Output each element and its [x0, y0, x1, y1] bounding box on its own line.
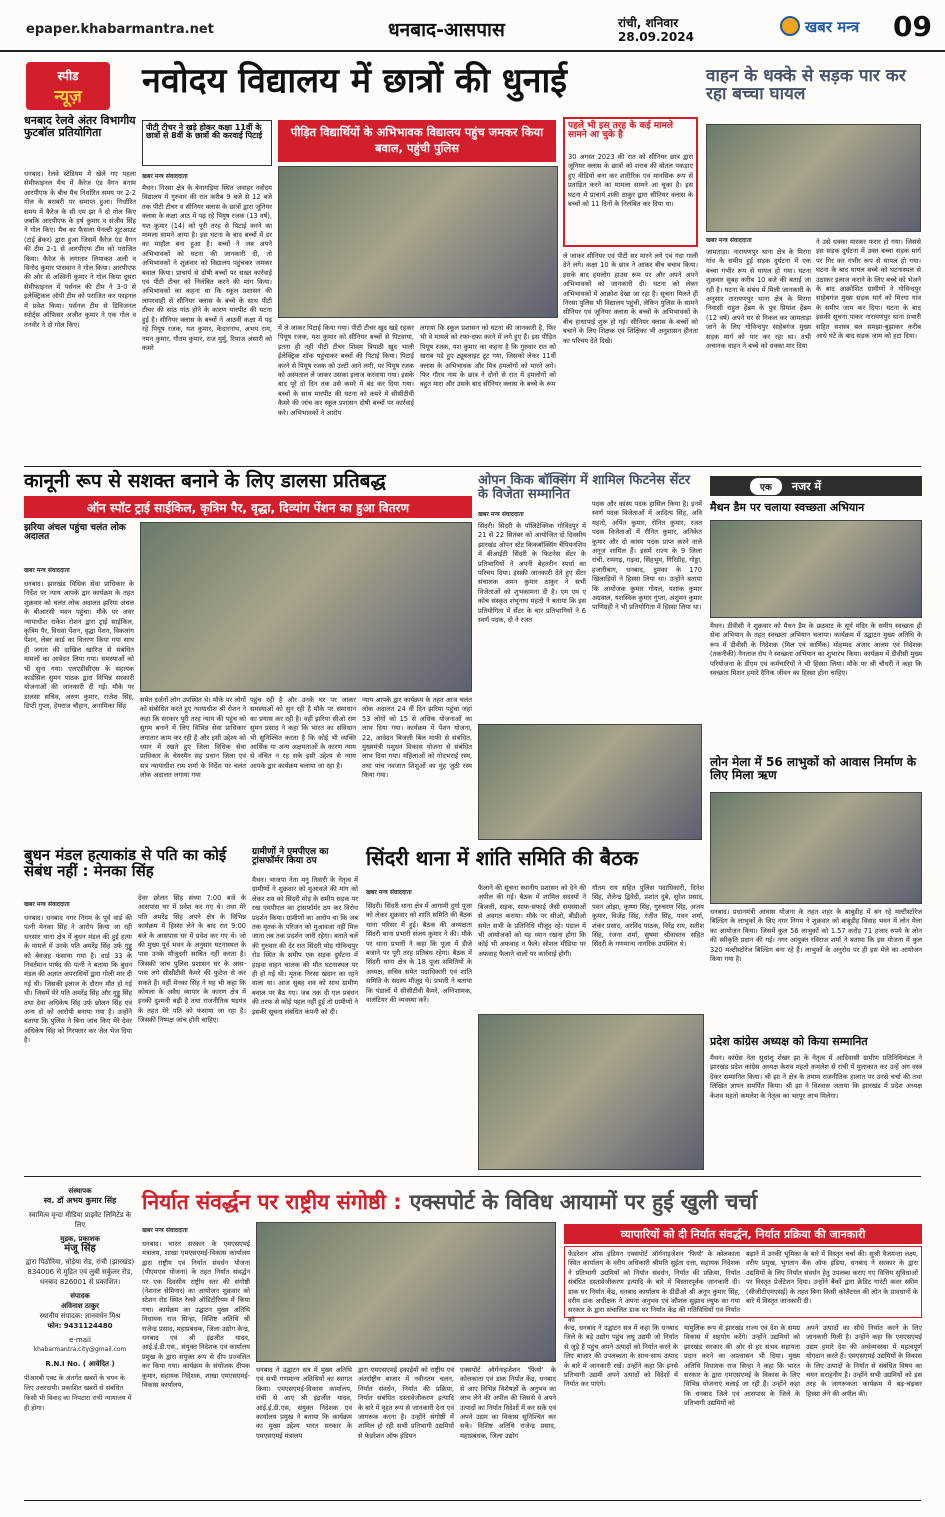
- export-byline: खबर मन्त्र संवाददाता: [142, 1227, 188, 1234]
- lead-banner: पीड़ित विद्यार्थियों के अभिभावक विद्यालय पहुंच जमकर किया बवाल, पहुंची पुलिस: [278, 120, 556, 162]
- dalsa-headline: कानूनी रूप से सशक्त बनाने के लिए डालसा प्रतिबद्ध: [24, 470, 386, 492]
- divider: [24, 1176, 921, 1177]
- export-headline-right: एक्सपोर्ट के विविध आयामों पर हुई खुली चर्चा: [409, 1190, 758, 1214]
- issue-date: 28.09.2024: [618, 30, 694, 44]
- nazar-h1: मैथन डैम पर चलाया स्वच्छता अभियान: [710, 501, 865, 514]
- nazar-b1: मैथन। डीवीसी ने शुक्रवार को मैथन डैम के छठवाट के सूर्य मंदिर के समीप स्वच्छता ही सेवा अभियान के तहत स्वच्छता अभियान चलाया। कार्यक्रम में उद्घाटन मुख्य अतिथि के रूप में डीवीसी के निदेशक (मिल एवं कार्मिक) मोहम्मद अंजार आलम एवं निदेशक (तकनीकी) नैनताज रॉय ने स्वच्छता अभियान का शुभारंभ किया। कार्यक्रम में डीवीसी मुख्य परियोजना के डीएम एवं कर्मचारियों ने भी हिस्सा लिया। मौके पर श्री चौधरी ने कहा कि स्वच्छता मिशन हमारे दैनिक जीवन का हिस्सा होना चाहिए।: [710, 622, 922, 678]
- budhan-col2: देवर छोलन सिंह संध्या 7:00 बजे के आसपास घर में प्रवेश कर गए थे। तथा मेरे पति अमरेंद्र सिंह अपने क्षेत्र के विभिन्न कार्यक्रम में हिस्सा लेने के बाद रात 9:00 बजे के आसपास घर में प्रवेश कर गए थे। जो की मुख्य पूर्व भवन के अनुसार घटनास्थल के पास उनके मौजूदगी साबित नहीं करता है। जिसकी जांच पुलिस प्रशासन घर के आस-पास लगे सीसीटीवी कैमरे की फुटेज से कर सकते हैं। वहीं मेनका सिंह ने यह भी कहा कि कोयला के अवैध व्यापार के कारण क्षेत्र में इनकी दुश्मनी बढ़ी है तथा राजनीतिक षड़यंत्र के तहत मेरे पति को फंसाया जा रहा है। जिसकी निष्पक्ष जांच होनी चाहिए।: [138, 894, 246, 1025]
- export-headline: [142, 1184, 922, 1220]
- page-number: 09: [893, 10, 932, 43]
- export-col6: यामुलिक रूप से झारखंड राज्य एवं देश के समग्र विकास में सहयोग करेंगे। उन्होंने उद्यमियों को झारखंड सरकार की ओर से हर संभव सहायता प्रदान करने का आश्वासन भी दिया। मुख्य अतिथि विधायक राज सिन्हा ने कहा कि भारत सरकार के द्वारा एमएसएमई के विकास के लिए विभिन्न योजनाएं चलाई जा रही हैं। उन्होंने कहा कि धनबाद जिले एवं आसपास के जिले के प्रतिभागी उद्यमियों को: [684, 1324, 800, 1408]
- export-box-right: बढ़ाने में उनकी भूमिका के बारे में विस्तृत चर्चा की। सुश्री वैजयन्ता लक्ष्य, वरीय प्रमुख, भुगतान बैंक ऑफ इंडिया, धनबाद ने सरकार के द्वारा उद्यमियों के लिए निर्यात संवर्धन हेतु उपलब्ध कराए गए वित्तिय सुविधाओं पर विस्तृत प्रेजेंटेशन दिया। उन्होंने बैंकों द्वारा क्रेडिट गारंटी कवर स्कीम (सीजीटीएमएसई) के तहत बिना किसी कोलैटरल की लोन के प्रावधानों के बारे में विस्तृत जानकारी दी।: [746, 1250, 918, 1306]
- boxing-headline: ओपन किक बॉक्सिंग में शामिल फिटनेस सेंटर के विजेता सम्मानित: [478, 473, 691, 502]
- section-title: धनबाद-आसपास: [388, 19, 505, 41]
- nazar-tag-right: नजर में: [791, 479, 822, 493]
- speed-news-badge: [26, 62, 110, 110]
- budhan-byline: खबर मन्त्र संवाददाता: [24, 901, 70, 908]
- nazar-h3: प्रदेश कांग्रेस अध्यक्ष को किया सम्मानित: [710, 1035, 868, 1048]
- speed-news-headline: धनबाद रेलवे अंतर विभागीय फुटबॉल प्रतियोगिता: [24, 114, 136, 139]
- dalsa-col1: धनबाद। झारखंड विधिक सेवा प्राधिकार के निर्देश पर न्याय आपके द्वार कार्यक्रम के तहत शुक्रवार को चलंत लोक अदालत झरिया अंचल के बीआरसी भवन पहुंचा। मौके पर अवर न्यायाधीश राकेश रोशन द्वारा ट्राई साईकिल, कृत्रिम पैर, विधवा पेंशन, वृद्धा पेंशन, विकलांग पेंशन, लेबर कार्ड का वितरण किया गया साथ ही जनता की दाखिल खारिज से संबंधित मामलों का आवेदन लिया गया। समस्याओं को भी सुना गया। एलएडीसीएस के सहायक कार्डसिल सुमन पाठक द्वारा विभिन्न सरकारी योजनाओं की जानकारी दी गई। मौके पर डालसा सचिव, अरुण कुमार, राजेश सिंह, डिप्टी गुप्ता, हेमराज चौहान, अनामिका सिंह: [24, 580, 134, 711]
- lead-col1: मैथन। निरसा क्षेत्र के बेनागड़िया स्थित जवाहर नवोदय विद्यालय में गुरुवार की रात करीब 9 बजे से 12 बजे तक पीटी टीचर व सीनियर क्लास के छात्रों द्वारा जूनियर क्लास के कक्षा आठ में पढ़ रहे पियूष रजक (13 वर्ष), यश कुमार (14) को पूरी तरह से पिटाई करने का मामला सामने आया है। इस घटना के बाद बच्चों में डर का माहौल बना हुआ है। बच्चों ने जब अपने अभिभावकों को घटना की जानकारी दी, तो अभिभावकों ने शुक्रवार को विद्यालय पहुंचकर जमकर बवाल किया। प्राचार्य से दोषी बच्चों पर सख्त कार्रवाई एवं पीटी टीचर को निलंबित करने की मांग किया। अभिभावकों का कहना था कि स्कूल प्रशासन की लापरवाही से सीनियर क्लास के बच्चे के साथ पीटी टीचर की सांठ गांठ होने के कारण मारपीट की घटना हुई है। सीनियर क्लास के बच्चों ने आठवीं कक्षा में पढ़ रहे पियूष रजक, यश कुमार, केदारनाथ, अभय राम, नमन कुमार, गौतम कुमार, राज मुर्मु, रियाज अंसारी को कमरे: [142, 184, 272, 352]
- imprint-box: [24, 1180, 136, 1496]
- press: द्वारा पिठौरिया, चोड़ेया रोड, रांची (झारखंड) 834006 से मुद्रित एवं लुबी सर्कुलर रोड, धनबाद 826001 से प्रकाशित।: [25, 1258, 135, 1286]
- sindri-headline: सिंदरी थाना में शांति समिति की बैठक: [366, 846, 639, 870]
- redbox-text: 30 अगस्त 2023 की रात को सीनियर छात्र द्वारा जूनियर क्लास के छात्रों को शराब की बोतल पकड़ाए हुए वीडियो बना कर शारीरिक एवं मानसिक रूप से प्रताड़ित करने का मामला सामने आ चुका है। इस घटना में प्राचार्य शंकी ठाकुर द्वारा सीनियर क्लास के बच्चों को 11 दिनों के निलंबित कर दिया था।: [568, 153, 693, 209]
- dalsa-tag: झरिया अंचल पहुंचा चलंत लोक अदालत: [24, 523, 126, 543]
- export-headline-left: निर्यात संवर्द्धन पर राष्ट्रीय संगोष्ठी :: [142, 1190, 402, 1214]
- boxing-col1: सिंदरी। सिंदरी के पॉलिटेक्निक गोविंदपुर में 21 से 22 सितंबर को आयोजित दो दिवसीय झारखंड ओपन स्टेट किकबॉक्सिंग चैंपियनशिप में बीआईटी सिंदरी के फिटनेस सेंटर के प्रतिभागियों ने अपनी बेहतरीन स्पर्धा का परिचय दिया। इसकी जानकारी देते हुए सेंटर संचालक अमन कुमार ठाकुर ने सभी विजेताओं को शुभकामना दी है। एम एम ए कोच संस्कृत शंभूनाथ महतो ने बताया कि इस प्रतियोगिता में सेंटर के चार प्रतिभागियों ने 6 स्वर्ण पदक, दो ने रजत: [478, 522, 586, 625]
- transformer-headline: ग्रामीणों ने एमपीएल का ट्रांसफॉर्मर किया ठप: [252, 847, 329, 867]
- dalsa-col2: समेत दर्जनों लोग उपस्थित थे। मौके पर लोगों को संबोधित करते हुए न्यायाधीश श्री रोशन ने कहा कि सरकार पूरी तरह न्याय की पहुंच को सुगम बनाने में लिए विभिन्न सेवा प्राधिकार लगातार काम कर रही है और इसी उद्देश्य को ध्यान में रखते हुए जिला विधिक सेवा प्राधिकार के चेयरमैन सह प्रधान जिला एवं सत्र न्यायाधीश राम शर्मा के निर्देश पर चलंत लोक अदालत लगाया गया: [140, 696, 246, 780]
- email[interactable]: khabarmantra.city@gmail.com: [33, 1346, 127, 1353]
- nazar-h2: लोन मेला में 56 लाभुकों को आवास निर्माण के लिए मिला ऋण: [710, 755, 917, 782]
- export-col2: धनबाद ने उद्घाटन सत्र में मुख्य अतिथि एवं सभी गणमान्य अतिथियों का स्वागत किया। एमएसएमई-विकास कार्यालय, रांची से आए श्री इंद्रजीत यादव, आई.ई.डी.एस, संयुक्त निदेशक एवं कार्यालय प्रमुख ने बताया कि कार्यक्रम का मुख्य उद्देश्य भारत सरकार के एमएसएमई मंत्रालय: [256, 1366, 352, 1440]
- sindri-col1: सिंदरी। सिंदरी थाना क्षेत्र में आगामी दुर्गा पूजा को लेकर शुक्रवार को शांति समिति की बैठक थाना परिसर में हुई। बैठक की अध्यक्षता सिंदरी थाना प्रभारी संजय कुमार ने की। मौके पर थाना प्रभारी ने कहा कि पूजा में डीजे बजाने पर पूरी तरह प्रतिबंध रहेगा। बैठक में सिंदरी थाना क्षेत्र के 18 पूजा समितियों के अध्यक्ष, सचिव समेत पदाधिकारी एवं शांति समिति के सदस्य मौजूद थे। प्रभारी ने बताया कि पंडालों में सीसीटीवी कैमरे, अग्निशामक, वालंटियर की व्यवस्था करें।: [366, 902, 472, 1005]
- sindri-byline: खबर मन्त्र संवाददाता: [366, 889, 412, 896]
- vahan-col1: जामताड़ा। नारायणपुर थाना क्षेत्र के मिरगा गांव के समीप हुई सड़क दुर्घटना में एक बच्चा गंभीर रूप से घायल हो गया। घटना शुक्रवार सुबह करीब 10 बजे की बताई जा रही है। घटना के संबंध में मिली जानकारी के अनुसार नारायणपुर थाना क्षेत्र के मिरगा निवासी राहुल हेंब्रम के पुत्र प्रियांश हेंब्रम (12 वर्ष) अपने घर से निकल कर जामताड़ा जाने के लिए गोविन्दपुर साहेबगंज मुख्य सड़क मार्ग को पार कर रहा था। तभी अचानक वाहन ने बच्चे को धक्का मार दिया: [706, 248, 811, 351]
- dalsa-photo: [140, 522, 472, 692]
- boxing-col2: पदक और कांस्य पदक हासिल किया है। इनमें स्वर्ण पदक विजेताओं में आदित्य सिंह, अवि महतो, अर्पित कुमार, रोनित कुमार, रजत पदक विजेताओं में रौनित कुमार, अनिकेत कुमार और दो कांस्य पदक प्राप्त करने वाले अनूज शामिल हैं। इसमें राज्य के 9 जिला रांची, रामगढ़, गढ़वा, सिंहभूम, गिरिडीह, गोड्डा, हजारीबाग, धनबाद, दुमका के 170 खिलाड़ियों ने हिस्सा लिया था। उन्होंने बताया कि आयोजक कुमार गोयल, यशांक कुमार अग्रवाल, यशस्विक कुमार गुप्ता, अंशुमन कुमार पाणिग्रही ने भी प्रतियोगिता में हिस्सा लिया था।: [592, 500, 702, 612]
- export-col5: केन्द्र, धनबाद ने उद्घाटन सत्र में कहा कि धनबाद जिले के बड़े उद्योग पहुंच लघु उद्यमी जो निर्यात से जुड़े हैं पहुंच अपने उत्पादों को निर्यात करने के लिए बाजार की उपलब्धता के साथ-साथ उत्पाद के बारे में जानकारी रखें। उन्होंने कहा कि इनसे प्रतिभागी उद्यमी अपने उत्पादों को विदेशों में निर्यात कर पाएंगे।: [564, 1324, 678, 1389]
- rni: R.N.I No. ( आवेदित ): [45, 1360, 115, 1368]
- brand-name: खबर मन्त्र: [805, 18, 860, 36]
- divider: [24, 466, 921, 467]
- nazar-b3: मैथन। कांग्रेस नेता सुधांशु शेखर झा के नेतृत्व में आदिवासी ग्रामीण प्रतिनिधिमंडल ने झारखंड प्रदेश कांग्रेस अध्यक्ष केशव महतो कमलेश से रांची में मुलाकात कर उन्हें अंग वस्त्र देकर सम्मानित किया। श्री झा ने क्षेत्र के तमाम राजनीतिक हालात पर उनसे चर्चा की तथा लिखित ज्ञापन समर्पित किया। श्री झा ने विश्वास जताया कि झारखंड में प्रदेश अध्यक्ष केशव महतो कमलेश के नेतृत्व का भरपूर लाभ मिलेगा।: [710, 1054, 922, 1100]
- site-url[interactable]: epaper.khabarmantra.net: [26, 22, 214, 37]
- disclaimer: पीआरबी एक्ट के अंतर्गत खबरों के चयन के लिए उत्तरदायी। प्रकाशित खबरों से संबंधित किसी भी विवाद का निपटारा रांची न्यायालय में ही होगा।: [24, 1374, 132, 1412]
- export-col1: धनबाद। भारत सरकार के एमएसएमई मंत्रालय, शाखा एमएसएमई-विकास कार्यालय द्वारा राष्ट्रीय एवं निर्यात संवर्धन योजना (पीएमएस योजना) के तहत निर्यात संवर्द्धन पर एक दिवसीय राष्ट्रीय स्तर की संगोष्ठी (नेशनल सेमिनार) का आयोजन शुक्रवार को स्टेशन रोड स्थित रेलवे ऑडिटोरियम में किया गया। कार्यक्रम का उद्घाटन मुख्य अतिथि विधायक राज सिन्हा, विशिष्ट अतिथि श्री राजेन्द्र प्रसाद, महाप्रबंधक, जिला उद्योग केन्द्र, धनबाद एवं श्री इंद्रजीत यादव, आई.ई.डी.एस., संयुक्त निदेशक एवं कार्यालय प्रमुख के द्वारा संयुक्त रूप से दीप प्रज्वलित कर किया गया। कार्यक्रम के संयोजक दीपक कुमार, सहायक निदेशक, शाखा एमएसएमई-विकास कार्यालय,: [142, 1240, 250, 1390]
- vahan-byline: खबर मन्त्र संवाददाता: [706, 237, 752, 244]
- nazar-tag-left: एक: [750, 478, 782, 495]
- lead-col3: लगाया कि स्कूल प्रशासन को घटना की जानकारी है, फिर भी वे मामले को रफा-दफा करने में लगे हुए हैं। इस पीड़ित पियूष रजक, यश कुमार का कहना है कि गुरुवार रात को खराब पड़े हुए ट्यूबलाइट टूट गया, जिसको लेकर 11वीं क्लास के अभिभावक और मित्र हमलोगों को मारने लगे। फिर गौरव नाम के छात्र ने दोनों से रात में हमलोगों को बहुत मारा और उसके बाद सीनियर क्लास के बच्चे के रूम: [420, 324, 556, 389]
- speed-news-body: धनबाद। रेलवे स्टेडियम में खेले गए पहला सेमीफाइनल मैच में कैरेज एंड वैगन बनाम आरपीएफ के बीच मैच निर्धारित समय पर 2-2 गोल के बराबरी पर समाप्त हुआ। निर्धारित समय में कैरेज के सी एम झा ने दो गोल किए जबकि आरपीएफ के हर्ष कुमार व संजीव सिंह ने गोल किए। मैच का फैसला पेनल्टी शूटआउट (टाई ब्रेकर) द्वारा हुआ जिसमें कैरेज एंड वैगन की टीम 2-1 से आरपीएफ टीम को पराजित किया। कैरेज के लगातार लियाकत अली व विनोद कुमार पासवान ने गोल किया। आरपीएफ की ओर से अश्विनी कुमार ने गोल किया दूसरा सेमीफाइनल में पर्सनल की टीम ने 3-0 से इलेक्ट्रिकल ऑपी टीम को पराजित कर फाइनल में प्रवेश किया। पर्सनल टीम से डिविजनल स्पोर्ट्स ऑफिसर अजीत कुमार ने एक गोल व तनवीर ने दो गोल किए।: [24, 170, 136, 329]
- vahan-col2: ने उसे धक्का मारकर फरार हो गया। जिससे इस सड़क दुर्घटना में उक्त बच्चा सड़क मार्ग पर गिर कर गंभीर रूप से घायल हो गया। घटना के बाद घायल बच्चे को घटनास्थल से उठाकर इलाज कराने के लिए बच्चे को भेजने के बाद आक्रोशित ग्रामीणों ने गोविन्दपुर साहेबगंज मुख्य सड़क मार्ग को मिरगा गांव के समीप जाम कर दिया। घटना के बाद इसकी सूचना पाकर नारायणपुर थाना प्रभारी सहित सशस्त्र बल समझा-बुझाकर करीब आधे घंटे के बाद सड़क जाम को हटा दिया।: [816, 238, 921, 341]
- boxing-photo: [478, 724, 702, 840]
- city-day: रांची, शनिवार: [618, 16, 679, 30]
- email-label: e-mail: [69, 1336, 91, 1344]
- lead-byline: खबर मन्त्र संवाददाता: [142, 173, 188, 180]
- lead-redbox: [563, 117, 698, 247]
- resident-editor: स्थानीय संपादक: ज्ञानवर्धन मिश्र: [39, 1312, 121, 1320]
- nazar-b2: धनबाद। प्रधानमंत्री आवास योजना के तहत शहर के बाबूडीह में बन रहे मल्टीस्टोरेज बिल्डिंग के लाभुकों के लिए नगर निगम ने शुक्रवार को बाबूडीह विवाह भवन में लोन मेला का आयोजन किया। जिसमें कुल 56 लाभुकों को 1.57 करोड़ 71 हजार रुपये के लोन की स्वीकृति प्रदान की गई। नगर आयुक्त रविराज शर्मा ने बताया कि इस योजना में कुल 320 मल्टीस्टोरेज बिल्डिंग बना रहे हैं। लाभुकों के अनुरोध पर ही इस मेले का आयोजन किया गया है।: [710, 908, 922, 964]
- boxing-byline: खबर मन्त्र संवाददाता: [478, 511, 524, 518]
- bottom-rule: [24, 1500, 921, 1501]
- dalsa-byline: खबर मन्त्र संवाददाता: [24, 567, 70, 574]
- founder: स्व. डॉ अभय कुमार सिंह: [43, 1196, 117, 1205]
- founder-label: संस्थापक: [68, 1187, 92, 1195]
- owner: स्वामित्व वृन्दा मीडिया प्राइवेट लिमिटेड के लिए: [28, 1211, 132, 1229]
- editor-label: संपादक: [70, 1292, 90, 1300]
- budhan-col1: धनबाद। धनबाद नगर निगम के पूर्व वार्ड की पत्नी मेनका सिंह ने आरोप किया जा रही धनसार थाना क्षेत्र में बुधन मंडल की हुई हत्या के मामले में उनके पति अमरेंद्र सिंह उर्फ गुड्डू को बेवजह फंसाया गया है। वार्ड 33 के निवर्तमान पार्षद की पत्नी ने बताया कि बुधन मंडल की अज्ञात अपराधियों द्वारा गोली मार दी गई थी। जिसकी इलाज के दौरान मौत हो गई थी। जिसमें मेरे पति अमरेंद्र सिंह और गुड्डू सिंह तथा देवा अधिकेष सिंह उर्फ छोलन सिंह एवं अन्य दो को आरोपी बनाया गया है। उन्होंने बताया कि पुलिस ने बिना जांच किए मेरे देवर अधिकेष सिंह को गिरफ्तार कर जेल भेज दिया है।: [24, 914, 133, 1045]
- badge-top: स्पीड: [57, 69, 79, 83]
- lead-callout: पीटी टीचर ने खड़े होकर कक्षा 11वीं के छात्रों से 8वीं के छात्रों की करवाई पिटाई: [142, 120, 272, 166]
- export-box-left: फेडरेशन ऑफ इंडियन एक्सपोर्ट ऑर्गनाइजेशन 'फियो' के कोलकाता स्थित कार्यालय के वरीय अधिकारी श्रीमति सुईता दत्ता, सहायक निदेशक ने प्रतिभागी उद्यमियों को निर्यात संवर्धन, निर्यात की प्रक्रिया, निर्यात संबंधित दस्तावेजीकरण इत्यादि के बारे में विस्तारपूर्वक जानकारी दी। डाक घर निर्यात केंद्र, धनबाद कार्यालय के डीडीओ श्री अनूप कुमार सिंह, वरीय डाक अधीक्षक ने अपना अनुभव एवं कौशल सुझाव ल्युफ का गया सरकार के द्वारा संचालित डाक घर निर्यात केंद्र की गतिविधियों एवं निर्यात को: [568, 1250, 740, 1324]
- nazar-tag: [710, 476, 922, 496]
- masthead: [0, 0, 945, 52]
- budhan-headline: बुधन मंडल हत्याकांड से पति का कोई संबंध नहीं : मेनका सिंह: [24, 846, 227, 880]
- editor: अविनाश ठाकुर: [60, 1302, 100, 1310]
- printer-label: मुद्रक, प्रकाशक: [60, 1235, 100, 1243]
- sindri-col3: गौतम राय सहित पुलिस पदाधिकारी, दिनेश सिंह, शैलेन्द्र द्विवेदी, प्रशांत दुबे, सुरेश प्रसाद, पवन ओझा, कृष्णा सिंह, गुरुचरण सिंह, अजय कुमार, विजेंद्र सिंह, रंजीत सिंह, पवन शर्मा, शंकर प्रसाद, अरविंद पाठक, विरेंद्र राय, सतीश सिंह, रंजना शर्मा, सुषमा श्रीवास्तव सहित सिंदरी के गणमान्य नागरिक उपस्थित थे।: [592, 884, 704, 949]
- lead-col2: में ले जाकर पिटाई किया गया। पीटी टीचर खुद खड़े रहकर पियूष रजक, यश कुमार को सीनियर बच्चों से पिटवाया, इतना ही नहीं पीटी टीचर शिवम त्रिपाठी खुद भाली ईलेक्ट्रिक शॉक पहुंचाकर बच्चों की पिटाई किया। पिटाई करने से पियूष रजक को उल्टी आने लगी, पर पियूष रजक को अस्पताल ले जाकर उसका इलाज करवाया गया। इसके बाद पूरे दो दिन तक उसे कमरे में बंद कर दिया गया। बच्चों के साथ मारपीट की घटना को कमरे में सीसीटीवी कैमरे की जांच कर स्कूल प्रशासन दोषी बच्चों पर कार्रवाई करे। अभिभावकों ने आरोप: [278, 324, 414, 417]
- sindri-photo: [478, 1014, 704, 1170]
- export-col4: एक्सपोर्ट ऑर्गनाइजेशन 'फियो' के कोलकाता एवं डाक निर्यात केंद्र, धनबाद से आए विभिन्न विशेषज्ञों के अनुभव का लाभ लेने की अपील की जिससे वे अपने उत्पादों का निर्यात विदेशों में कर सकें एवं अपने उद्यम का विकास सुनिश्चित कर सकें। विशिष्ट अतिथि राजेन्द्र प्रसाद, महाप्रबंधक, जिला उद्योग: [460, 1366, 556, 1440]
- dalsa-banner: ऑन स्पॉट ट्राई साईकिल, कृत्रिम पैर, वृद्धा, दिव्यांग पेंशन का हुआ वितरण: [24, 496, 472, 518]
- lead-col4: ले जाकर सीनियर एवं पीटी सर मारने लगे एवं गंदा गाली देने लगे। कक्षा 10 के छात्र ने आकर बीच बचाव किया। इसके बाद हमलोग हाउस रूम पर और अपने अपने अभिभावकों को जानकारी दी। घटना को लेकर अभिभावकों में आक्रोश देखा जा रहा है। सूचना मिलते ही निरसा पुलिस भी विद्यालय पहुंची, लेकिन पुलिस के सामने सीनियर एवं जूनियर क्लास के बच्चों के अभिभावकों के बीच हाथापाई शुरू हो गई। सीनियर क्लास के बच्चों को बचाने के लिए शिक्षक एवं शिक्षिका भी अनुशासन हीनता का परिचय देते दिखे।: [563, 252, 698, 345]
- export-infobox: [564, 1246, 922, 1324]
- export-col7: अपने उत्पादों का सीधे निर्यात करने के लिए जानकारी मिली है। उन्होंने कहा कि एमएसएमई उद्यम हमारे देश की अर्थव्यवस्था में महत्वपूर्ण योगदान करते हैं। एमएसएमई उद्यमियों के विकास के लिए उत्पादों के निर्यात से संबंधित विषय का चयन सराहनीय है। उन्होंने सभी उद्यमियों को इस तरह के जागरूकता कार्यक्रम में बढ़-चढ़कर हिस्सा लेने की अपील की।: [806, 1324, 922, 1398]
- export-photo: [256, 1222, 556, 1362]
- nazar-photo2: [710, 792, 922, 904]
- transformer-body: मैथन। भाजपा नेता मनु तिवारी के नेतृत्व में ग्रामीणों ने शुक्रवार को मुआवजे की मांग को लेकर शव को सिंदरी मोड़ के समीप सड़क पर रख एमपीएल का ट्रांसफॉर्मर ठप कर विरोध प्रदर्शन किया। ग्रामीणों का आरोप था कि जब तक मृतक के परिजन को मुआवजा नहीं मिल जाता तब तक प्रदर्शन जारी रहेगा। बताते चलें की गुरुवार की देर रात सिंदरी मोड़ गोविन्दपुर रोड स्थित के समीप एक सड़क दुर्घटना में हाइवा वाहन चालक की मौत घटनास्थल पर ही हो गई थी। मृतक निरसा खदान का रहने वाला था। आज सुबह शव को साथ ग्रामीण बवाल पर बैठ गए। जब तक दी एल प्रबंधन की तरफ से कोई पहल नहीं हुई तो ग्रामीणों ने इसकी सूचना संबंधित कंपनी को दी।: [252, 876, 358, 1016]
- export-redband: व्यापारियों को दी निर्यात संवर्द्धन, निर्यात प्रक्रिया की जानकारी: [564, 1224, 922, 1244]
- dalsa-col3: पहुंच रही है और उनके घर पर जाकर समस्याओं को सुन रही है मौके पर समाधान का प्रयास कर रही है। वहीं झरिया सीओ राम सुमन प्रसाद ने कहा कि भारत का संविधान भी सुनिश्चित करता है कि कोई भी व्यक्ति आर्थिक या अन्य अक्षमताओं के कारण न्याय से वंचित न रह सके इसी उद्देश्य से न्याय आपके द्वार कार्यक्रम चलाया जा रहा है।: [250, 696, 356, 770]
- dalsa-col4: न्याय आपके द्वार कार्यक्रम के तहत आज चलंत लोक अदालत 24 वीं दिन झरिया पहुंचा जहां 53 लोगों को 15 से अधिक योजनाओं का लाभ दिया गया। कार्यक्रम में पेंशन योजना, 22, आवेदन बिजली बिल माफी से संबंधित, मुख्यमंत्री पशुधन विकास योजना से संबंधित लाभ दिया गया। महिलाओं को गोदभराई रस्म, तथा पांच नवजात शिशुओं का मुंह जुठी रस्म किया गया।: [362, 696, 472, 780]
- export-col3: द्वारा एमएसएमई इकाईयों को राष्ट्रीय एवं अंतर्राष्ट्रीय बाजार में नवीनतम चलन, निर्यात संवर्धन, निर्यात की प्रक्रिया, निर्यात संबंधित दस्तावेजीकरण इत्यादि के बारे में वृहत रूप से जानकारी देना एवं जागरूक करना है। उन्होंने संगोष्ठी में शामिल हो रही सभी प्रतिभागी उद्यमियों से फेडरेशन ऑफ इंडियन: [358, 1366, 454, 1440]
- printer: मंजू सिंह: [64, 1243, 96, 1254]
- sindri-col2: फैलाने की सूचना स्थानीय प्रशासन को देने की अपील की गई। बैठक में शामिल सदस्यों ने बिजली, सड़क, साफ-सफाई जैसी समस्याओं से अवगत कराया। मौके पर सीओ, बीडीओ समेत सभी के प्रतिनिधि मौजूद रहे। पंडाल में भी आयोजकों को यह ध्यान रखना होगा कि कोई भी अफवाह न फैले। सोशल मीडिया पर अफवाह फैलाने वालों पर कार्रवाई होगी।: [478, 884, 586, 958]
- nazar-photo1: [710, 520, 922, 618]
- lead-photo: [278, 166, 558, 318]
- brand-logo-icon: [780, 16, 800, 36]
- vahan-photo: [706, 124, 921, 232]
- phone: फोन: 9431124480: [47, 1322, 113, 1330]
- lead-headline: नवोदय विद्यालय में छात्रों की धुनाई: [142, 61, 567, 101]
- badge-bottom: न्यूज़: [54, 87, 82, 107]
- redbox-title: पहले भी इस तरह के कई मामले सामने आ चुके है: [568, 121, 673, 141]
- vahan-headline: वाहन के धक्के से सड़क पार कर रहा बच्चा घायल: [706, 66, 906, 104]
